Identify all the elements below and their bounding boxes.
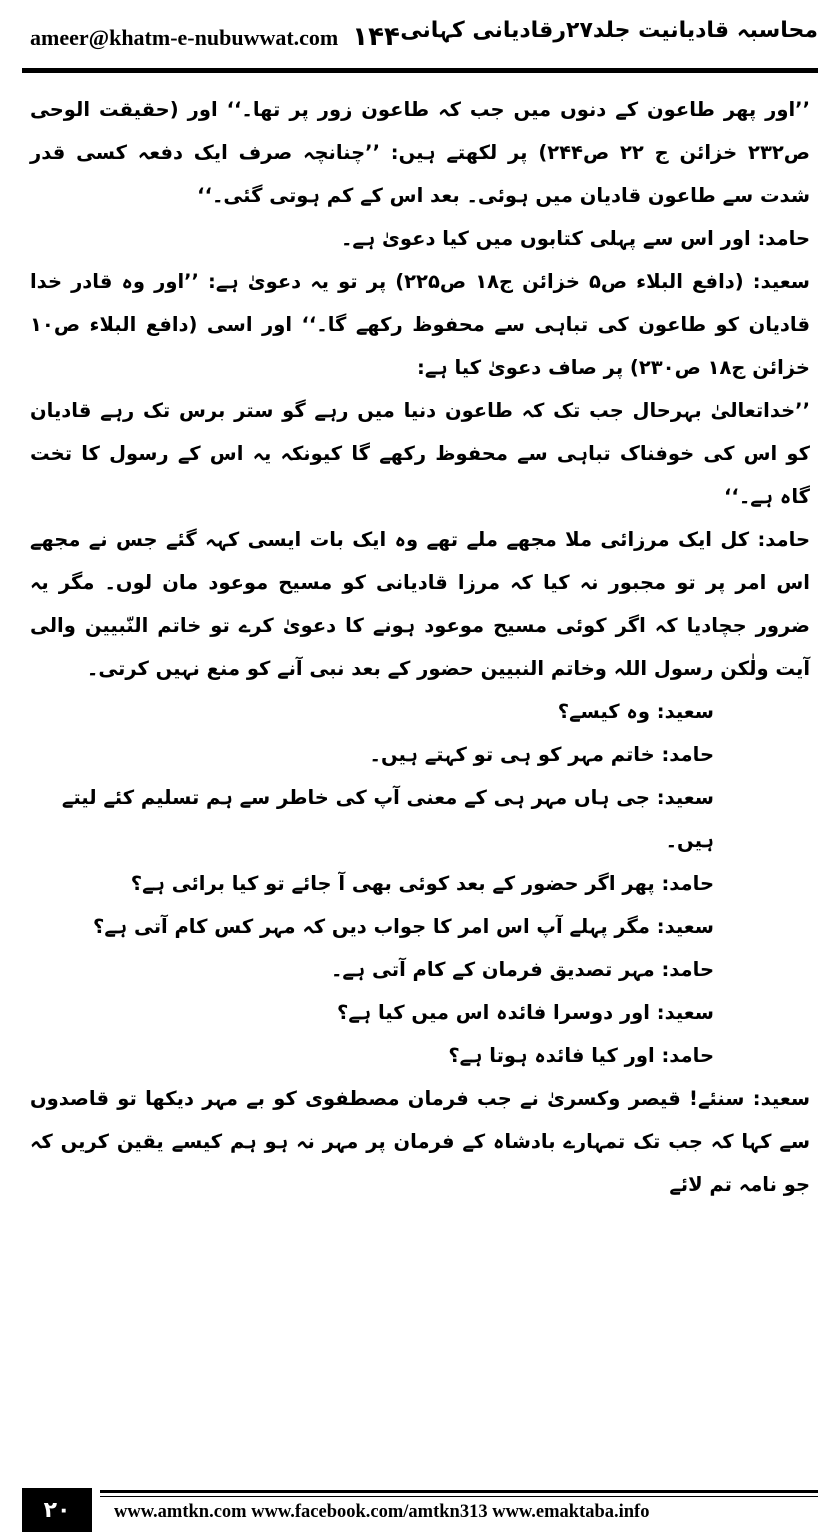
footer-rule-thin [100, 1496, 818, 1497]
speaker-label: سعید: [656, 786, 714, 809]
header-rule [22, 68, 818, 73]
dialogue-line [30, 690, 810, 733]
footer-page-number: ۲۰ [22, 1488, 92, 1532]
header-book-title: محاسبہ قادیانیت جلد۲۷رقادیانی کہانی [400, 18, 818, 43]
speaker-label: حامد: [661, 743, 714, 766]
speaker-label: سعید: [656, 1001, 714, 1024]
speaker-label: سعید: [656, 700, 714, 723]
dialogue-text: وہ کیسے؟ [557, 700, 650, 723]
dialogue-text: مہر تصدیق فرمان کے کام آتی ہے۔ [330, 958, 655, 981]
speaker-label: حامد: [661, 1044, 714, 1067]
dialogue-text: اور کیا فائدہ ہوتا ہے؟ [448, 1044, 655, 1067]
speaker-label: حامد: [661, 958, 714, 981]
page-header [30, 14, 818, 64]
dialogue-text: مگر پہلے آپ اس امر کا جواب دیں کہ مہر کس کام آتی ہے؟ [93, 915, 650, 938]
header-page-number: ۱۴۴ [352, 22, 400, 52]
speaker-label: حامد: [757, 227, 810, 250]
dialogue-line [30, 1077, 810, 1206]
footer-urls: www.amtkn.com www.facebook.com/amtkn313 www.emaktaba.info [114, 1502, 650, 1522]
dialogue-line [30, 991, 810, 1034]
dialogue-line [30, 217, 810, 260]
page-body [30, 88, 810, 1206]
speaker-label: سعید: [656, 915, 714, 938]
quotation: ’’خداتعالیٰ بہرحال جب تک کہ طاعون دنیا میں رہے گو ستر برس تک رہے قادیان کو اس کی خوفناک تباہی سے محفوظ رکھے گا کیونکہ یہ اس کے رسول کا تخت گاہ ہے۔‘‘ [30, 399, 810, 508]
dialogue-text: سنئے! قیصر وکسریٰ نے جب فرمان مصطفوی کو بے مہر دیکھا تو قاصدوں سے کہا کہ جب تک تمہارے بادشاہ کے فرمان پر مہر نہ ہو ہم کیسے یقین کریں کہ جو نامہ تم لائے [30, 1087, 810, 1196]
header-email: ameer@khatm-e-nubuwwat.com [30, 25, 339, 50]
footer-rule-thick [100, 1490, 818, 1493]
page-footer [22, 1488, 818, 1532]
speaker-label: سعید: [752, 1087, 811, 1110]
dialogue-text: پھر اگر حضور کے بعد کوئی بھی آ جائے تو کیا برائی ہے؟ [130, 872, 655, 895]
dialogue-line [30, 1034, 810, 1077]
dialogue-text: (دافع البلاء ص۵ خزائن ج۱۸ ص۲۲۵) پر تو یہ دعویٰ ہے: ’’اور وہ قادر خدا قادیان کو طاعون کی تباہی سے محفوظ رکھے گا۔‘‘ اور اسی (دافع البلاء ص۱۰ خزائن ج۱۸ ص۲۳۰) پر صاف دعویٰ کیا ہے: [30, 270, 810, 379]
dialogue-text: خاتم مہر کو ہی تو کہتے ہیں۔ [369, 743, 655, 766]
dialogue-line [30, 948, 810, 991]
speaker-label: سعید: [752, 270, 810, 293]
paragraph-intro: ’’اور پھر طاعون کے دنوں میں جب کہ طاعون زور پر تھا۔‘‘ اور (حقیقت الوحی ص۲۳۲ خزائن ج ۲۲ ص۲۴۴) پر لکھتے ہیں: ’’چنانچہ صرف ایک دفعہ کسی قدر شدت سے طاعون قادیان میں ہوئی۔ بعد اس کے کم ہوتی گئی۔‘‘ [30, 98, 810, 207]
dialogue-text: اور دوسرا فائدہ اس میں کیا ہے؟ [337, 1001, 650, 1024]
dialogue-line [30, 733, 810, 776]
speaker-label: حامد: [661, 872, 714, 895]
dialogue-text: کل ایک مرزائی ملا مجھے ملے تھے وہ ایک بات ایسی کہہ گئے جس نے مجھے اس امر پر تو مجبور نہ کیا کہ مرزا قادیانی کو مسیح موعود مان لوں۔ مگر یہ ضرور جچادیا کہ اگر کوئی مسیح موعود ہونے کا دعویٰ کرے تو خاتم النّبیین والی آیت ولٰکن رسول اللہ وخاتم النبیین حضور کے بعد نبی آنے کو منع نہیں کرتی۔ [30, 528, 810, 680]
dialogue-line [30, 518, 810, 690]
header-left [30, 22, 400, 52]
dialogue-line [30, 776, 810, 862]
dialogue-line [30, 862, 810, 905]
dialogue-line [30, 260, 810, 389]
dialogue-text: اور اس سے پہلی کتابوں میں کیا دعویٰ ہے۔ [340, 227, 751, 250]
dialogue-line [30, 905, 810, 948]
speaker-label: حامد: [757, 528, 810, 551]
dialogue-text: جی ہاں مہر ہی کے معنی آپ کی خاطر سے ہم تسلیم کئے لیتے ہیں۔ [61, 786, 714, 852]
